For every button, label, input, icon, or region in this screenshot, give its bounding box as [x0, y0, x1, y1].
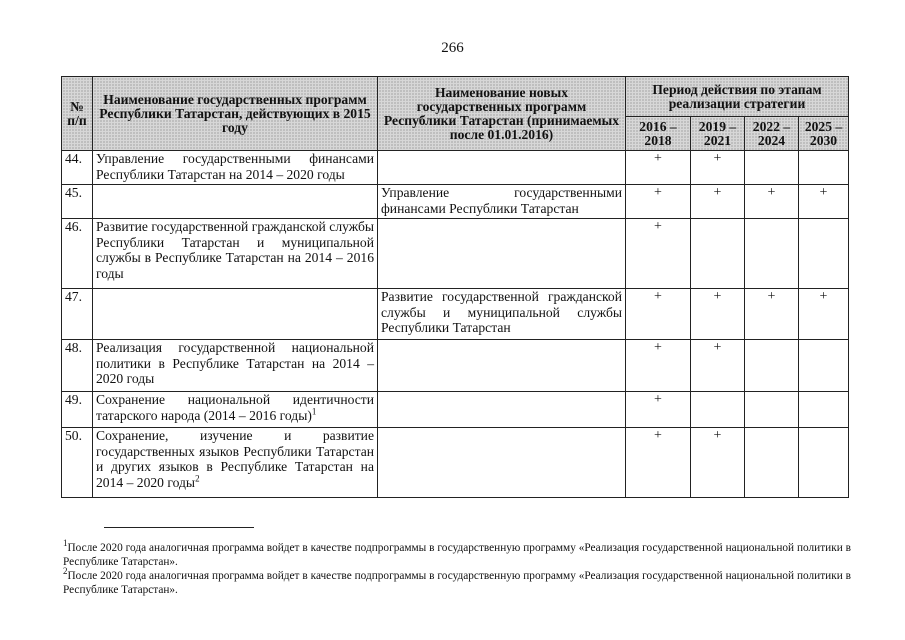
table-row	[62, 151, 849, 185]
existing-program: Развитие государственной гражданской службы Республики Татарстан и муниципальной службы в Республике Татарстан на 2014 – 2016 годы	[93, 219, 378, 289]
stage-mark	[745, 392, 799, 428]
header-stage-3: 2022 – 2024	[745, 117, 799, 151]
stage-mark	[745, 428, 799, 498]
stage-mark: +	[745, 289, 799, 340]
row-number: 48.	[62, 340, 93, 392]
footnote-mark: 1	[63, 538, 68, 549]
stage-mark	[799, 151, 849, 185]
stage-mark: +	[691, 289, 745, 340]
stage-mark: +	[691, 428, 745, 498]
header-period: Период действия по этапам реализации стратегии	[626, 77, 849, 117]
row-number: 49.	[62, 392, 93, 428]
footnotes	[63, 538, 851, 597]
header-new-programs: Наименование новых государственных программ Республики Татарстан (принимаемых после 01.01.2016)	[378, 77, 626, 151]
existing-program: Сохранение, изучение и развитие государственных языков Республики Татарстан и других языков в Республике Татарстан на 2014 – 2020 годы$^2$	[93, 428, 378, 498]
stage-mark	[799, 392, 849, 428]
row-number: 45.	[62, 185, 93, 219]
new-program: Развитие государственной гражданской службы и муниципальной службы Республики Татарстан	[378, 289, 626, 340]
footnote-divider	[104, 527, 254, 528]
table-row	[62, 289, 849, 340]
stage-mark	[745, 151, 799, 185]
header-stage-2: 2019 – 2021	[691, 117, 745, 151]
table-row	[62, 219, 849, 289]
new-program	[378, 428, 626, 498]
stage-mark: +	[626, 185, 691, 219]
existing-program: Управление государственными финансами Республики Татарстан на 2014 – 2020 годы	[93, 151, 378, 185]
row-number: 50.	[62, 428, 93, 498]
stage-mark: +	[626, 428, 691, 498]
stage-mark	[799, 428, 849, 498]
stage-mark	[745, 219, 799, 289]
new-program	[378, 392, 626, 428]
table-row	[62, 185, 849, 219]
stage-mark: +	[626, 219, 691, 289]
footnote: $^2$После 2020 года аналогичная программа войдет в качестве подпрограммы в государственную программу «Реализация государственной национальной политики в Республике Татарстан».	[63, 566, 851, 596]
stage-mark: +	[799, 185, 849, 219]
stage-mark: +	[691, 151, 745, 185]
header-stage-1: 2016 – 2018	[626, 117, 691, 151]
table-row	[62, 392, 849, 428]
footnote-ref: 1	[311, 406, 317, 417]
stage-mark: +	[626, 151, 691, 185]
new-program	[378, 340, 626, 392]
stage-mark: +	[799, 289, 849, 340]
row-number: 44.	[62, 151, 93, 185]
footnote-ref: 2	[195, 473, 200, 484]
stage-mark	[799, 340, 849, 392]
programs-table	[61, 76, 849, 498]
stage-mark	[745, 340, 799, 392]
header-num: № п/п	[62, 77, 93, 151]
new-program	[378, 151, 626, 185]
page-number: 266	[441, 40, 464, 56]
stage-mark	[691, 219, 745, 289]
stage-mark: +	[691, 185, 745, 219]
row-number: 46.	[62, 219, 93, 289]
new-program	[378, 219, 626, 289]
existing-program	[93, 185, 378, 219]
header-stage-4: 2025 – 2030	[799, 117, 849, 151]
table-row	[62, 340, 849, 392]
table-row	[62, 428, 849, 498]
existing-program: Сохранение национальной идентичности татарского народа (2014 – 2016 годы)$^1$	[93, 392, 378, 428]
row-number: 47.	[62, 289, 93, 340]
stage-mark: +	[745, 185, 799, 219]
footnote-mark: 2	[63, 566, 68, 577]
stage-mark: +	[626, 289, 691, 340]
stage-mark: +	[626, 392, 691, 428]
header-existing-programs: Наименование государственных программ Республики Татарстан, действующих в 2015 году	[93, 77, 378, 151]
existing-program: Реализация государственной национальной политики в Республике Татарстан на 2014 – 2020 годы	[93, 340, 378, 392]
new-program: Управление государственными финансами Республики Татарстан	[378, 185, 626, 219]
stage-mark	[799, 219, 849, 289]
existing-program	[93, 289, 378, 340]
footnote: $^1$После 2020 года аналогичная программа войдет в качестве подпрограммы в государственную программу «Реализация государственной национальной политики в Республике Татарстан».	[63, 538, 851, 568]
stage-mark: +	[626, 340, 691, 392]
stage-mark: +	[691, 340, 745, 392]
stage-mark	[691, 392, 745, 428]
